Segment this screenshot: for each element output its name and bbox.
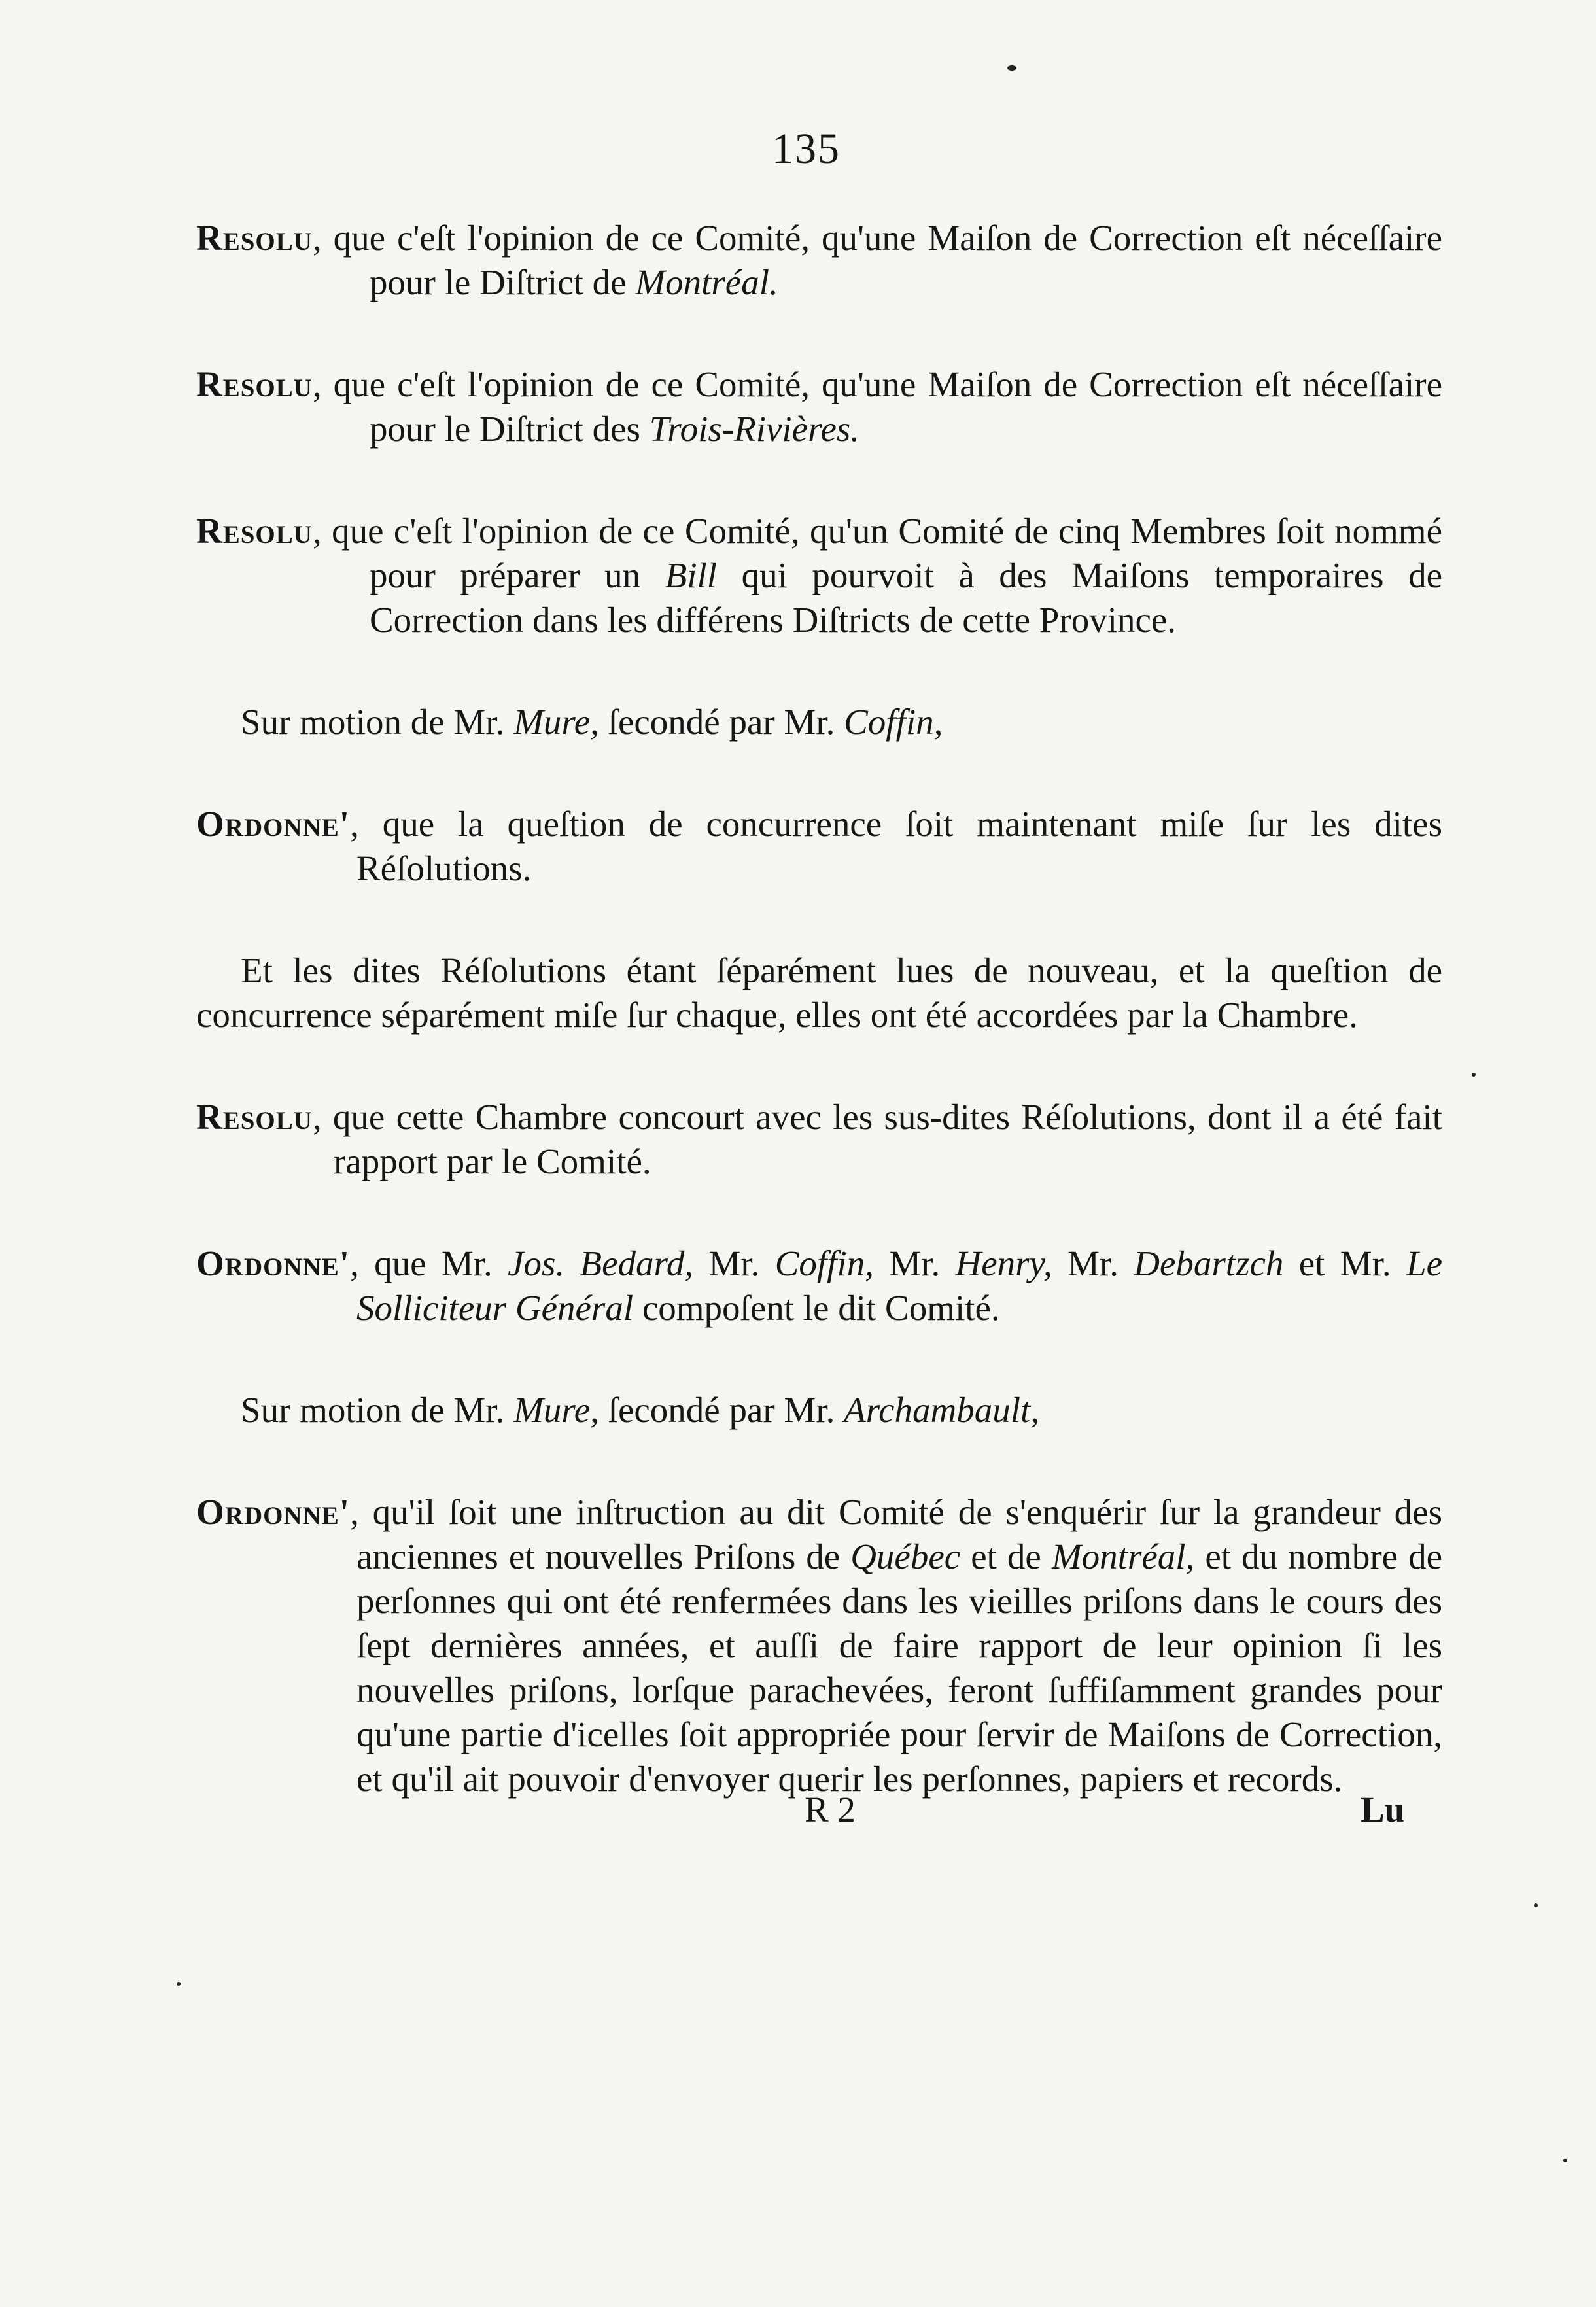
ink-speck xyxy=(1472,1073,1476,1077)
page-number: 135 xyxy=(772,125,841,173)
text-run: Mr. xyxy=(693,1243,775,1283)
italic-name: Le Solliciteur Général xyxy=(356,1243,1442,1328)
italic-name: Coffin, xyxy=(844,702,943,742)
italic-name: Archambault, xyxy=(844,1390,1040,1430)
text-run: , que la queſtion de concurrence ſoit maintenant miſe ſur les dites Réſolutions. xyxy=(350,804,1442,888)
text-run: , que c'eſt l'opinion de ce Comité, qu'un Comité de cinq Membres ſoit nommé pour préparer un xyxy=(312,511,1442,595)
paragraph-lead: Resolu xyxy=(196,1097,313,1137)
italic-name: Québec xyxy=(850,1536,961,1576)
catchword: Lu xyxy=(1361,1790,1405,1830)
text-run: Mr. xyxy=(1052,1243,1134,1283)
paragraph-lead: Resolu xyxy=(196,218,313,258)
italic-name: Jos. Bedard, xyxy=(508,1243,694,1283)
ordonne-paragraph xyxy=(196,1490,1442,1801)
resolu-paragraph xyxy=(196,509,1442,642)
italic-name: Mure, xyxy=(513,702,599,742)
text-run: Sur motion de Mr. xyxy=(241,702,514,742)
italic-name: Montréal, xyxy=(1051,1536,1195,1576)
text-run: et Mr. xyxy=(1283,1243,1406,1283)
ink-speck xyxy=(1563,2159,1567,2162)
motion-paragraph xyxy=(196,1388,1442,1432)
ordonne-paragraph xyxy=(196,1241,1442,1330)
italic-name: Debartzch xyxy=(1134,1243,1284,1283)
text-run: ſecondé par Mr. xyxy=(598,702,844,742)
text-run: et du nombre de perſonnes qui ont été renfermées dans les vieilles priſons dans le cours des ſept dernières années, et auſſi de faire rapport de leur opinion ſi les nouvelles priſons, lorſque parachevées, feront ſuffiſamment grandes pour qu'une partie d'icelles ſoit appropriée pour ſervir de Maiſons de Correction, et qu'il ait pouvoir d'envoyer querir les perſonnes, papiers et records. xyxy=(356,1536,1442,1799)
text-run: et de xyxy=(960,1536,1052,1576)
text-run: ſecondé par Mr. xyxy=(598,1390,844,1430)
text-run: compoſent le dit Comité. xyxy=(633,1288,1000,1328)
text-run: , que Mr. xyxy=(350,1243,508,1283)
motion-paragraph xyxy=(196,948,1442,1037)
ink-speck xyxy=(177,1982,181,1986)
text-run: Sur motion de Mr. xyxy=(241,1390,514,1430)
text-run: , que c'eſt l'opinion de ce Comité, qu'une Maiſon de Correction eſt néceſſaire pour le Diſtrict des xyxy=(312,364,1442,449)
resolu-paragraph xyxy=(196,362,1442,451)
ink-speck xyxy=(1007,65,1016,71)
italic-name: Coffin, xyxy=(774,1243,874,1283)
italic-name: Trois-Rivières. xyxy=(649,409,860,449)
text-run: Mr. xyxy=(873,1243,956,1283)
ordonne-paragraph xyxy=(196,802,1442,891)
motion-paragraph xyxy=(196,700,1442,744)
text-run: , qu'il ſoit une inſtruction au dit Comité de s'enquérir ſur la grandeur des anciennes et nouvelles Priſons de xyxy=(350,1492,1442,1576)
resolu-paragraph xyxy=(196,216,1442,305)
italic-name: Henry, xyxy=(955,1243,1052,1283)
paragraph-lead: Resolu xyxy=(196,364,313,404)
italic-name: Mure, xyxy=(513,1390,599,1430)
text-run: , que cette Chambre concourt avec les sus-dites Réſolutions, dont il a été fait rapport par le Comité. xyxy=(312,1097,1442,1181)
paragraph-lead: Ordonne' xyxy=(196,1243,351,1283)
text-run: qui pourvoit à des Maiſons temporaires de Correction dans les différens Diſtricts de cette Province. xyxy=(370,555,1442,640)
ink-speck xyxy=(1534,1903,1538,1907)
body-text xyxy=(196,216,1442,1859)
italic-name: Montréal. xyxy=(635,262,778,302)
italic-name: Bill xyxy=(665,555,718,595)
paragraph-lead: Ordonne' xyxy=(196,1492,351,1532)
paragraph-lead: Resolu xyxy=(196,511,313,551)
signature-mark: R 2 xyxy=(805,1790,856,1830)
text-run: , que c'eſt l'opinion de ce Comité, qu'une Maiſon de Correction eſt néceſſaire pour le Diſtrict de xyxy=(312,218,1442,302)
paragraph-lead: Ordonne' xyxy=(196,804,351,844)
text-run: Et les dites Réſolutions étant ſéparément lues de nouveau, et la queſtion de concurrence séparément miſe ſur chaque, elles ont été accordées par la Chambre. xyxy=(196,950,1442,1035)
resolu2-paragraph xyxy=(196,1095,1442,1184)
